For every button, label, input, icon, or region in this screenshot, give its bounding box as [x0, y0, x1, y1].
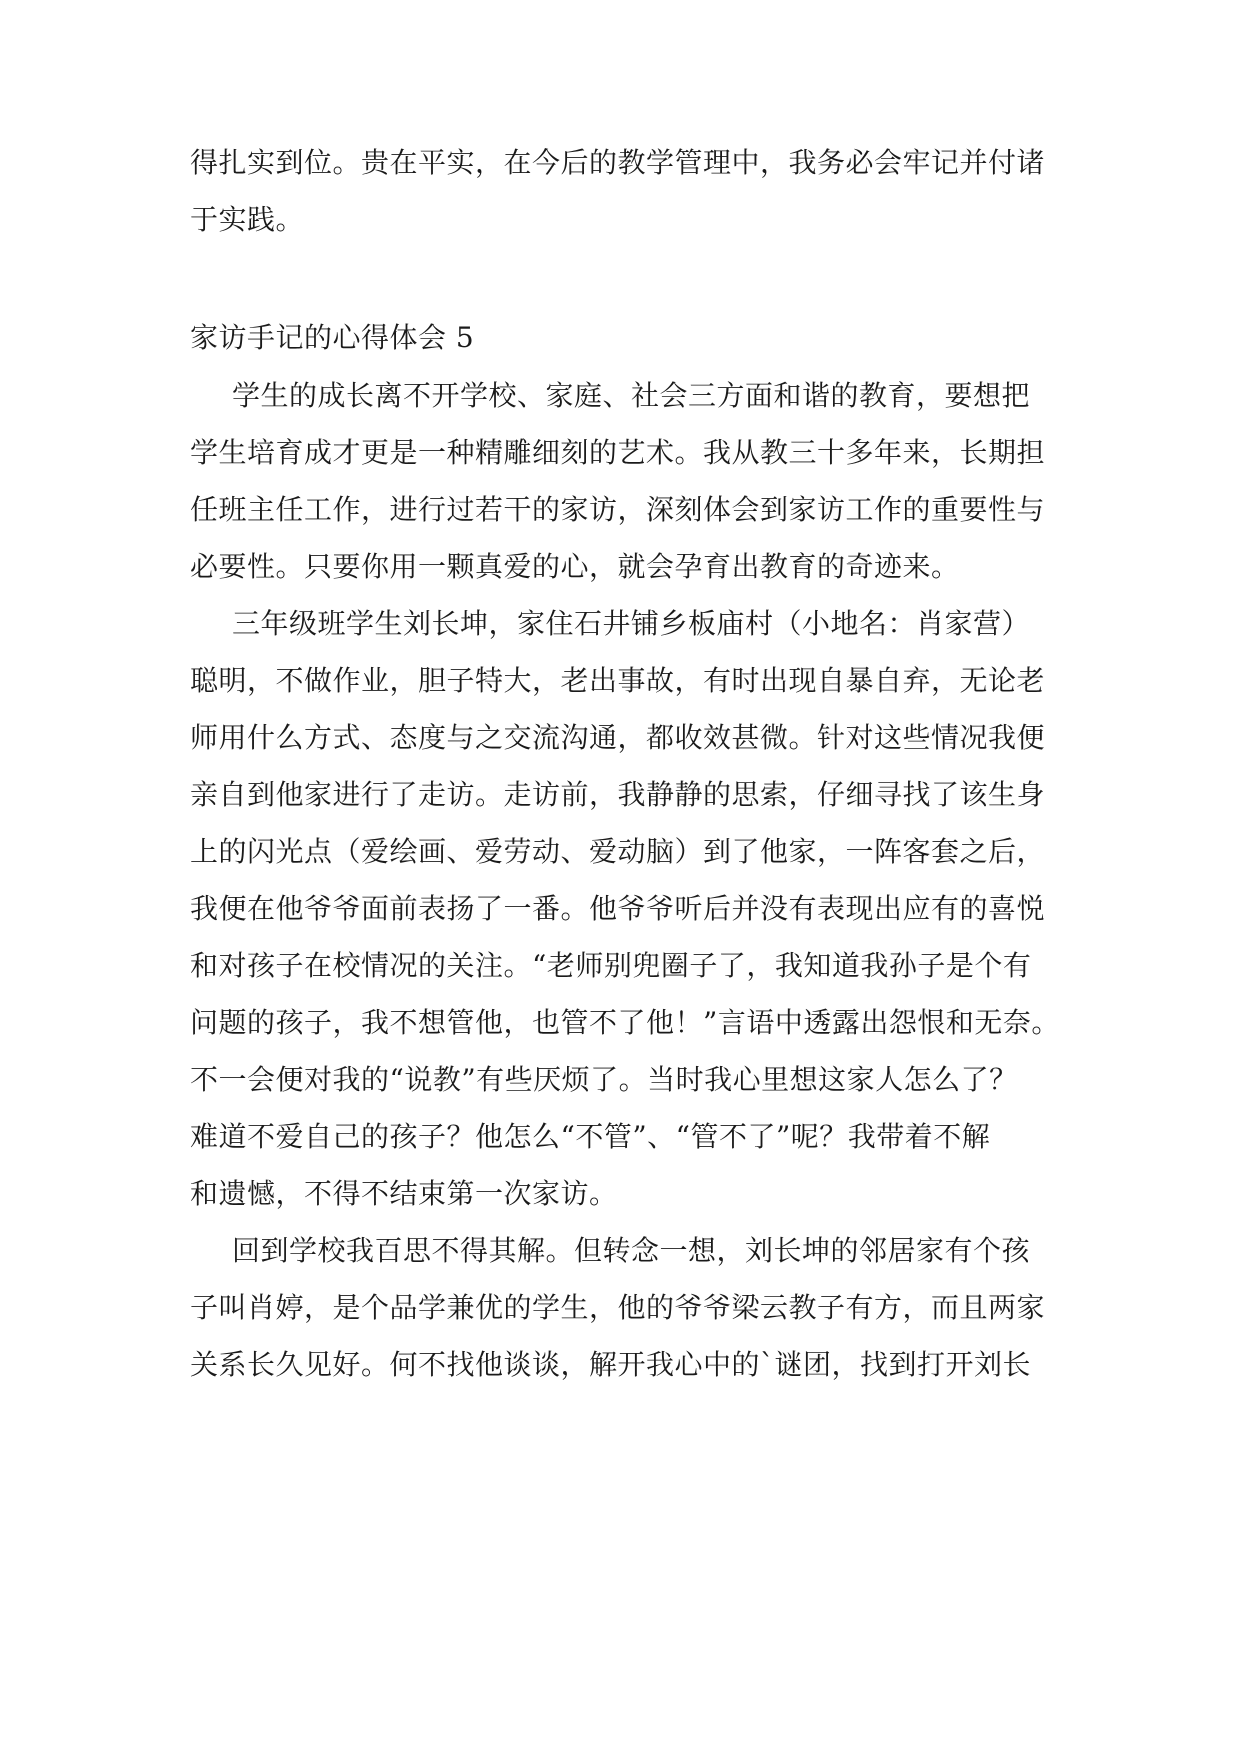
text-line: 回到学校我百思不得其解。但转念一想，刘长坤的邻居家有个孩	[232, 1234, 1031, 1267]
text-line: 上的闪光点（爱绘画、爱劳动、爱动脑）到了他家，一阵客套之后，	[190, 835, 1046, 868]
text-line: 和对孩子在校情况的关注。“老师别兜圈子了，我知道我孙子是个有	[190, 949, 1032, 982]
text-line: 学生培育成才更是一种精雕细刻的艺术。我从教三十多年来，长期担	[190, 436, 1046, 469]
section-heading: 家访手记的心得体会 5	[190, 321, 475, 354]
text-line: 学生的成长离不开学校、家庭、社会三方面和谐的教育，要想把	[232, 379, 1031, 412]
text-line: 任班主任工作，进行过若干的家访，深刻体会到家访工作的重要性与	[190, 493, 1046, 526]
text-line: 必要性。只要你用一颗真爱的心，就会孕育出教育的奇迹来。	[190, 550, 960, 583]
text-line: 关系长久见好。何不找他谈谈，解开我心中的`谜团，找到打开刘长	[190, 1348, 1032, 1381]
text-line: 问题的孩子，我不想管他，也管不了他！”言语中透露出怨恨和无奈。	[190, 1006, 1060, 1039]
text-line: 不一会便对我的“说教”有些厌烦了。当时我心里想这家人怎么了？	[190, 1063, 1018, 1096]
text-line: 得扎实到位。贵在平实，在今后的教学管理中，我务必会牢记并付诸	[190, 146, 1046, 179]
text-line: 和遗憾，不得不结束第一次家访。	[190, 1177, 618, 1210]
text-line: 我便在他爷爷面前表扬了一番。他爷爷听后并没有表现出应有的喜悦	[190, 892, 1046, 925]
text-line: 三年级班学生刘长坤，家住石井铺乡板庙村（小地名：肖家营）	[232, 607, 1031, 640]
text-line: 难道不爱自己的孩子？他怎么“不管”、“管不了”呢？我带着不解	[190, 1120, 991, 1153]
text-line: 师用什么方式、态度与之交流沟通，都收效甚微。针对这些情况我便	[190, 721, 1046, 754]
text-line: 亲自到他家进行了走访。走访前，我静静的思索，仔细寻找了该生身	[190, 778, 1046, 811]
text-line: 子叫肖婷，是个品学兼优的学生，他的爷爷梁云教子有方，而且两家	[190, 1291, 1046, 1324]
text-line: 于实践。	[190, 203, 305, 236]
text-line: 聪明，不做作业，胆子特大，老出事故，有时出现自暴自弃，无论老	[190, 664, 1046, 697]
